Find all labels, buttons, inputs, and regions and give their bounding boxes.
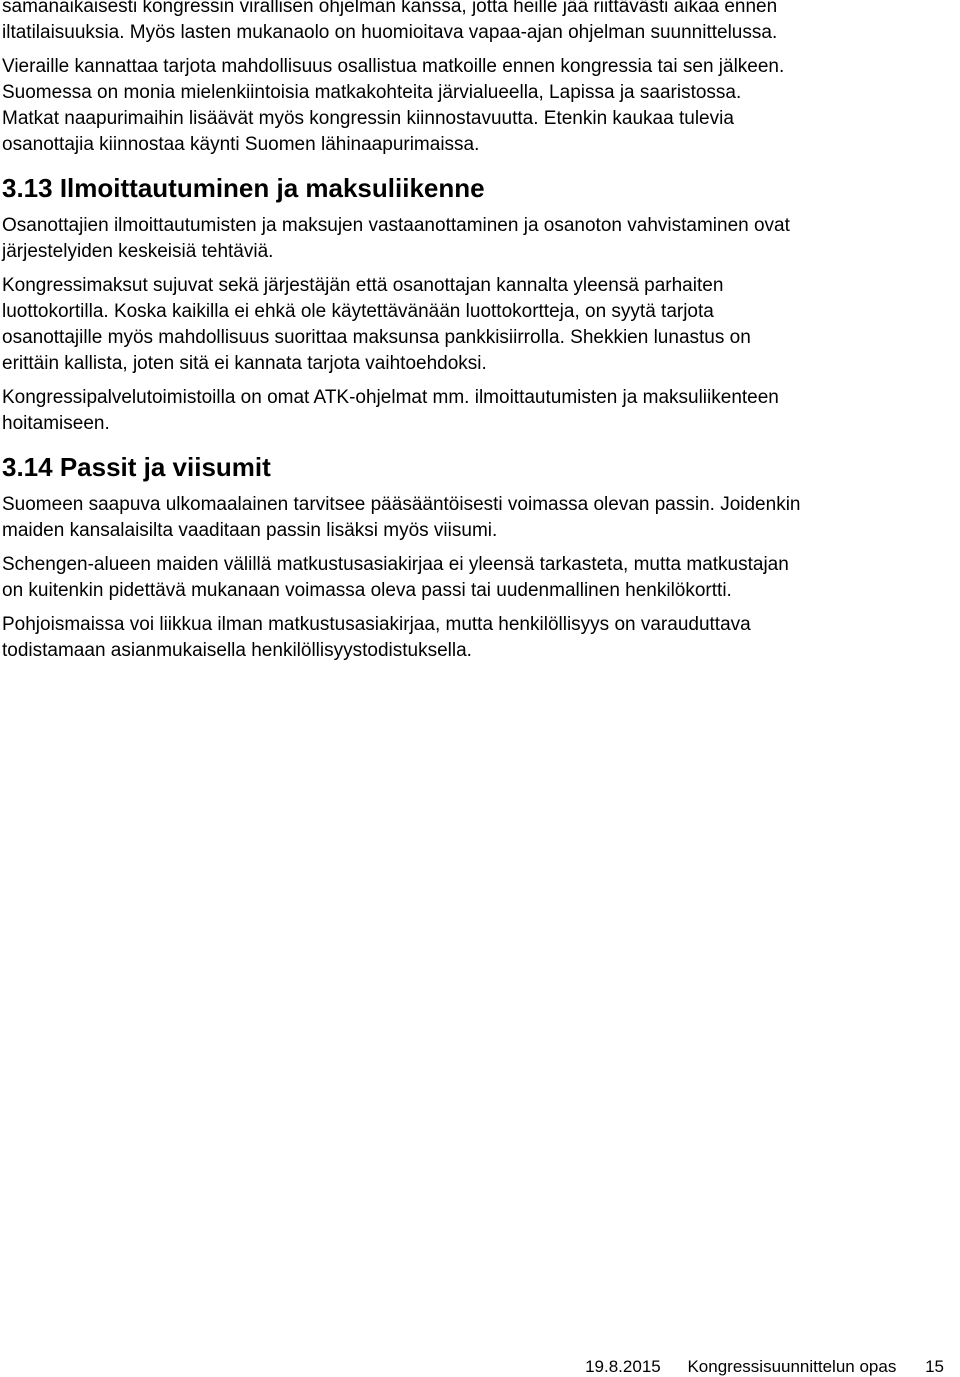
text-line: Kongressipalvelutoimistoilla on omat ATK-ohjelmat mm. ilmoittautumisten ja maksuliikenteen [2,387,779,408]
text-line: Osanottajien ilmoittautumisten ja maksujen vastaanottaminen ja osanoton vahvistaminen ovat [2,215,790,236]
section-heading-registration: 3.13 Ilmoittautuminen ja maksuliikenne [2,173,485,203]
paragraph-payment-methods [2,273,952,377]
text-line: maiden kansalaisilta vaaditaan passin lisäksi myös viisumi. [2,520,498,541]
text-line: luottokortilla. Koska kaikilla ei ehkä ole käytettävänään luottokortteja, on syytä tarjota [2,301,714,322]
text-line: osanottajille myös mahdollisuus suorittaa maksunsa pankkisiirrolla. Shekkien lunastus on [2,327,751,348]
paragraph-software [2,385,952,437]
text-line: Pohjoismaissa voi liikkua ilman matkustusasiakirjaa, mutta henkilöllisyys on varauduttava [2,614,751,635]
text-line: erittäin kallista, joten sitä ei kannata tarjota vaihtoehdoksi. [2,353,487,374]
text-line: Suomessa on monia mielenkiintoisia matkakohteita järvialueella, Lapissa ja saaristossa. [2,82,742,103]
section-heading-passports: 3.14 Passit ja viisumit [2,452,271,482]
paragraph-leisure-schedule [2,0,952,46]
page-footer [585,1357,944,1377]
text-line: Vieraille kannattaa tarjota mahdollisuus osallistua matkoille ennen kongressia tai sen jälkeen. [2,56,785,77]
text-line: Schengen-alueen maiden välillä matkustusasiakirjaa ei yleensä tarkasteta, mutta matkustajan [2,554,789,575]
text-line: osanottajia kiinnostaa käynti Suomen lähinaapurimaissa. [2,134,480,155]
text-line: hoitamiseen. [2,413,110,434]
paragraph-excursions [2,54,952,158]
paragraph-schengen [2,552,952,604]
text-line: Matkat naapurimaihin lisäävät myös kongressin kiinnostavuutta. Etenkin kaukaa tulevia [2,108,734,129]
text-line: iltatilaisuuksia. Myös lasten mukanaolo on huomioitava vapaa-ajan ohjelman suunnittelussa. [2,22,778,43]
text-line: Suomeen saapuva ulkomaalainen tarvitsee pääsääntöisesti voimassa olevan passin. Joidenkin [2,494,801,515]
footer-date: 19.8.2015 [585,1357,661,1376]
text-line: on kuitenkin pidettävä mukanaan voimassa oleva passi tai uudenmallinen henkilökortti. [2,580,732,601]
text-line: todistamaan asianmukaisella henkilöllisyystodistuksella. [2,640,472,661]
footer-document-title: Kongressisuunnittelun opas [687,1357,897,1376]
text-line: Kongressimaksut sujuvat sekä järjestäjän että osanottajan kannalta yleensä parhaiten [2,275,724,296]
text-line: järjestelyiden keskeisiä tehtäviä. [2,241,274,262]
paragraph-passport-required [2,492,952,544]
page-content [2,0,952,672]
text-line: samanaikaisesti kongressin virallisen ohjelman kanssa, jotta heille jää riittävästi aikaa ennen [2,0,778,17]
paragraph-nordic [2,612,952,664]
paragraph-registration-tasks [2,213,952,265]
footer-page-number: 15 [925,1357,944,1376]
